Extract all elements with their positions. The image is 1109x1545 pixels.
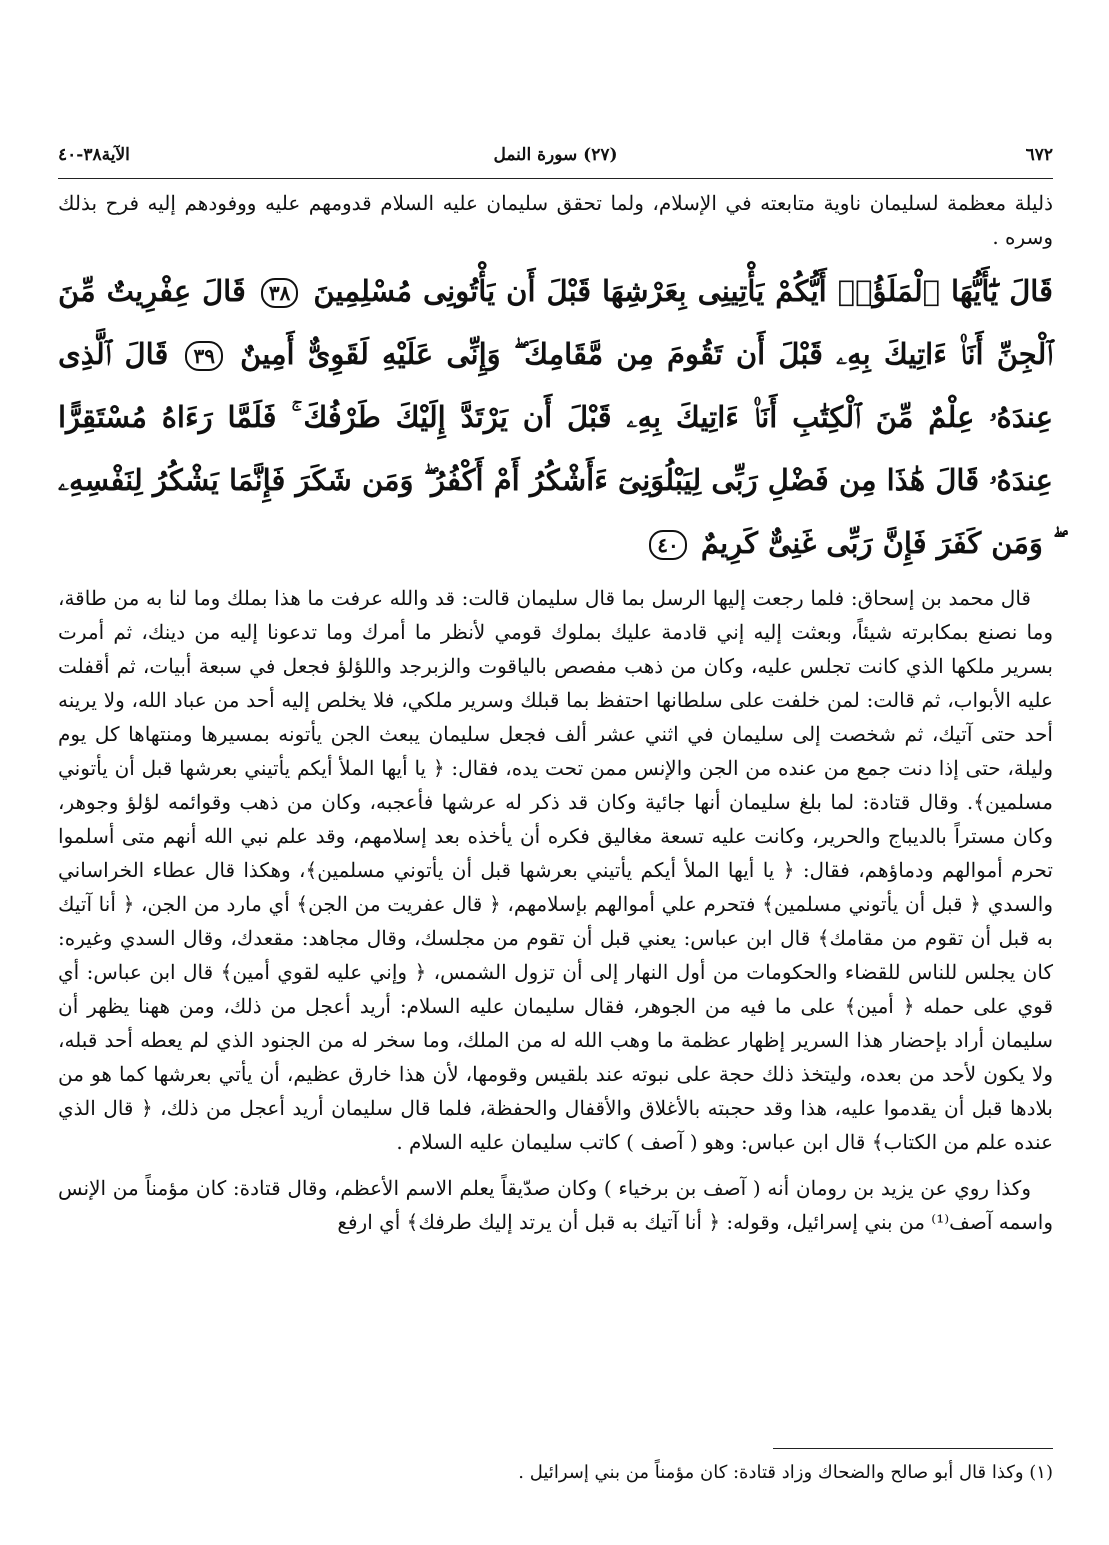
page-body (58, 186, 1053, 1239)
commentary-paragraph: قال محمد بن إسحاق: فلما رجعت إليها الرسل بما قال سليمان قالت: قد والله عرفت ما هذا بملك وما لنا به من طاقة، وما نصنع بمكابرته شيئاً، وبعثت إليه إني قادمة عليك بملوك قومي لأنظر ما أمرك وما تدعونا إليه من دينك، ثم أمرت بسرير ملكها الذي كانت تجلس عليه، وكان من ذهب مفصص بالياقوت والزبرجد واللؤلؤ فجعل في سبعة أبيات، ثم أقفلت عليه الأبواب، ثم قالت: لمن خلفت على سلطانها احتفظ بما قبلك وسرير ملكي، فلا يخلص إليه أحد من عباد الله، ولا يرينه أحد حتى آتيك، ثم شخصت إلى سليمان في اثني عشر ألف فجعل سليمان يبعث الجن يأتونه بمسيرها ومنتهاها كل يوم وليلة، حتى إذا دنت جمع من عنده من الجن والإنس ممن تحت يده، فقال: ﴿ يا أيها الملأ أيكم يأتيني بعرشها قبل أن يأتوني مسلمين﴾. وقال قتادة: لما بلغ سليمان أنها جائية وكان قد ذكر له عرشها فأعجبه، وكان من ذهب وقوائمه لؤلؤ وجوهر، وكان مستراً بالديباج والحرير، وكانت عليه تسعة مغاليق فكره أن يأخذه بعد إسلامهم، وقد علم نبي الله أنهم متى أسلموا تحرم أموالهم ودماؤهم، فقال: ﴿ يا أيها الملأ أيكم يأتيني بعرشها قبل أن يأتوني مسلمين﴾، وهكذا قال عطاء الخراساني والسدي ﴿ قبل أن يأتوني مسلمين﴾ فتحرم علي أموالهم بإسلامهم، ﴿ قال عفريت من الجن﴾ أي مارد من الجن، ﴿ أنا آتيك به قبل أن تقوم من مقامك﴾ قال ابن عباس: يعني قبل أن تقوم من مجلسك، وقال مجاهد: مقعدك، وقال السدي وغيره: كان يجلس للناس للقضاء والحكومات من أول النهار إلى أن تزول الشمس، ﴿ وإني عليه لقوي أمين﴾ قال ابن عباس: أي قوي على حمله ﴿ أمين﴾ على ما فيه من الجوهر، فقال سليمان عليه السلام: أريد أعجل من ذلك، ومن ههنا يظهر أن سليمان أراد بإحضار هذا السرير إظهار عظمة ما وهب الله له من الملك، وما سخر له من الجنود الذي لم يعطه أحد قبله، ولا يكون لأحد من بعده، وليتخذ ذلك حجة على نبوته عند بلقيس وقومها، لأن هذا خارق عظيم، أن يأتي بعرشها كما هو من بلادها قبل أن يقدموا عليه، هذا وقد حجبته بالأغلاق والأقفال والحفظة، فلما قال سليمان أريد أعجل من ذلك، ﴿ قال الذي عنده علم من الكتاب﴾ قال ابن عباس: وهو ( آصف ) كاتب سليمان عليه السلام . (58, 586, 1053, 1154)
footnote-divider (773, 1448, 1053, 1449)
header-divider (58, 178, 1053, 179)
commentary-paragraph-2: وكذا روي عن يزيد بن رومان أنه ( آصف بن برخياء ) وكان صدّيقاً يعلم الاسم الأعظم، وقال قتادة: كان مؤمناً من الإنس واسمه آصف⁽¹⁾ من بني إسرائيل، وقوله: ﴿ أنا آتيك به قبل أن يرتد إليك طرفك﴾ أي ارفع (58, 1176, 1053, 1234)
verse-39-text: قَالَ عِفْرِيتٌ مِّنَ ٱلْجِنِّ أَنَا۠ ءَاتِيكَ بِهِۦ قَبْلَ أَن تَقُومَ مِن مَّقَامِكَ ۖ وَإِنِّى عَلَيْهِ لَقَوِىٌّ أَمِينٌ (58, 274, 1053, 371)
footnotes (58, 1448, 1053, 1487)
quran-block (58, 260, 1053, 575)
ayah-number-39: ٣٩ (185, 341, 222, 371)
book-page (58, 0, 1053, 1545)
ayah-number-40: ٤٠ (649, 530, 686, 560)
footnote-1: (١) وكذا قال أبو صالح والضحاك وزاد قتادة: كان مؤمناً من بني إسرائيل . (518, 1462, 1053, 1483)
verse-range: الآية٣٨-٤٠ (58, 145, 130, 165)
surah-title: (٢٧) سورة النمل (493, 145, 618, 165)
verse-40-text: قَالَ ٱلَّذِى عِندَهُۥ عِلْمٌ مِّنَ ٱلْكِتَٰبِ أَنَا۠ ءَاتِيكَ بِهِۦ قَبْلَ أَن يَرْتَدَّ إِلَيْكَ طَرْفُكَ ۚ فَلَمَّا رَءَاهُ مُسْتَقِرًّا عِندَهُۥ قَالَ هَٰذَا مِن فَضْلِ رَبِّى لِيَبْلُوَنِىٓ ءَأَشْكُرُ أَمْ أَكْفُرُ ۖ وَمَن شَكَرَ فَإِنَّمَا يَشْكُرُ لِنَفْسِهِۦ ۖ وَمَن كَفَرَ فَإِنَّ رَبِّى غَنِىٌّ كَرِيمٌ (58, 337, 1053, 560)
running-header (58, 132, 1053, 172)
intro-paragraph: ذليلة معظمة لسليمان ناوية متابعته في الإسلام، ولما تحقق سليمان عليه السلام قدومهم عليه ووفودهم إليه فرح بذلك وسره . (58, 191, 1053, 249)
verse-38-text: قَالَ يَٰٓأَيُّهَا ٱلْمَلَؤُا۟ أَيُّكُمْ يَأْتِينِى بِعَرْشِهَا قَبْلَ أَن يَأْتُونِى مُسْلِمِينَ (313, 274, 1053, 308)
ayah-number-38: ٣٨ (261, 278, 298, 308)
page-number: ٦٧٢ (1025, 145, 1053, 165)
